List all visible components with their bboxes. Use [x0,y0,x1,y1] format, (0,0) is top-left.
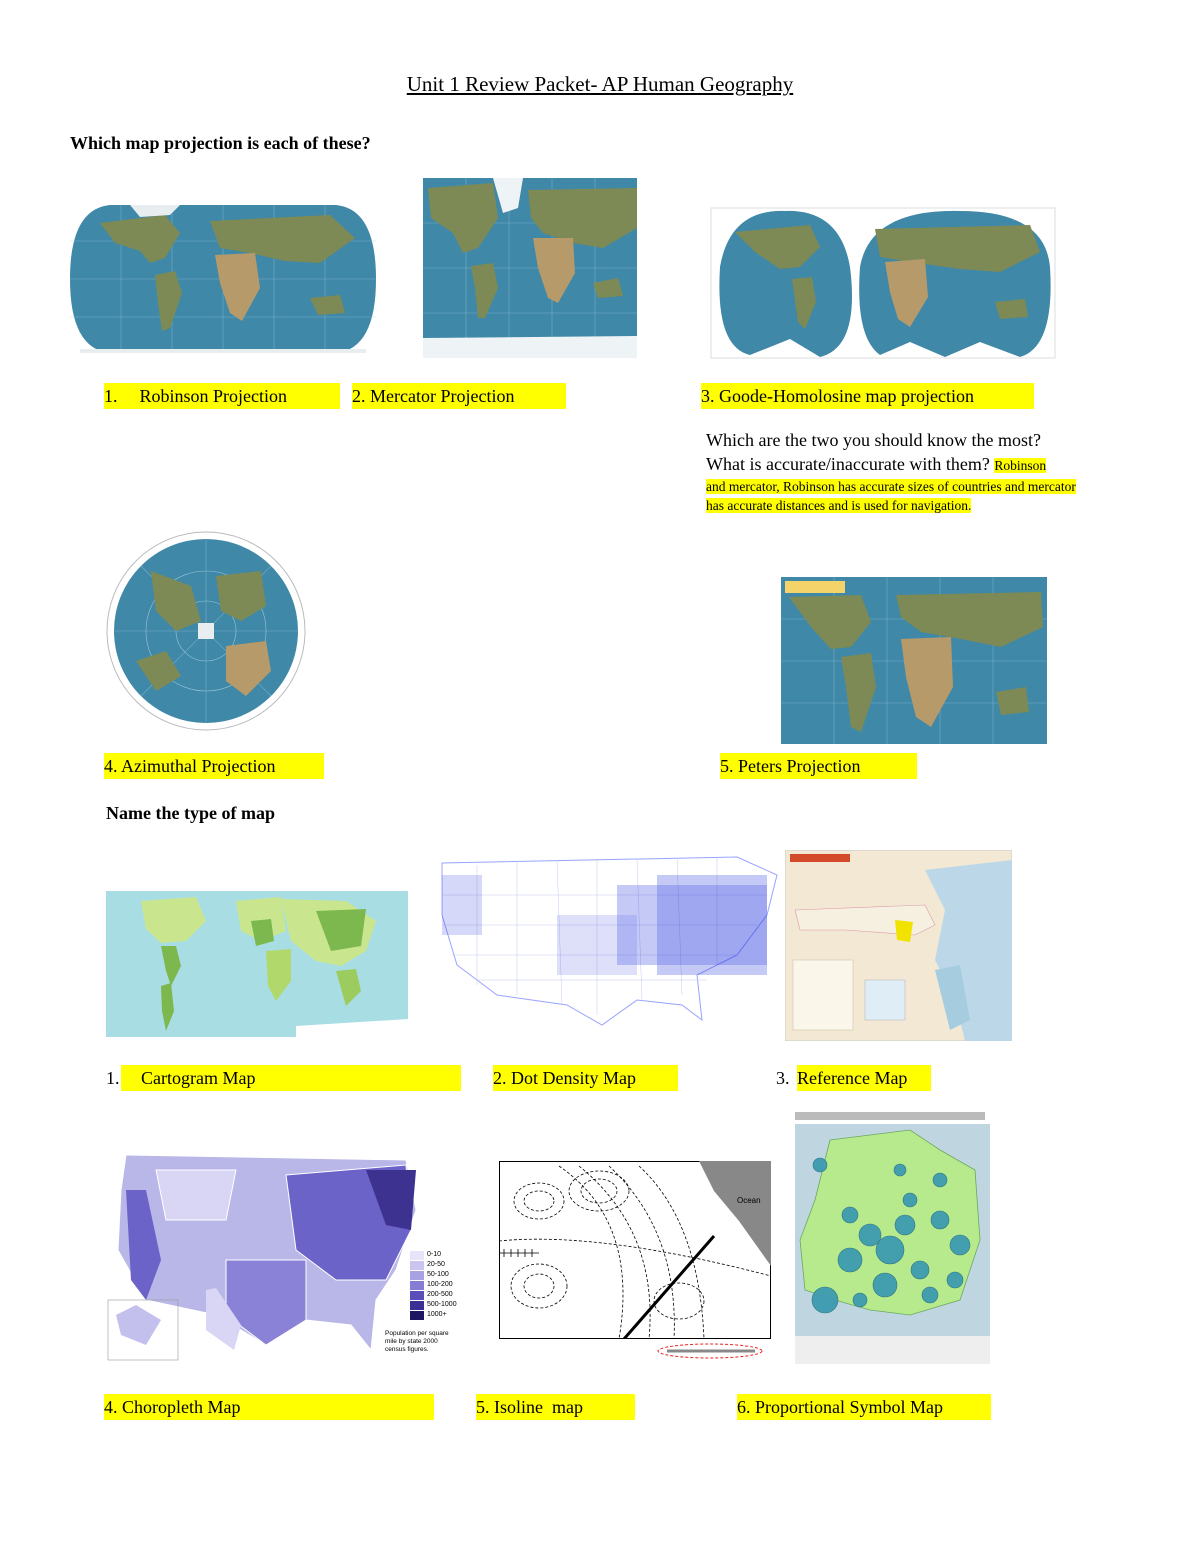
projection-question [706,428,1126,476]
answer-3-text: 3. Goode-Homolosine map projection [701,383,1034,409]
answer-5-text: 5. Peters Projection [720,753,917,779]
answer-inline: Robinson [994,458,1047,473]
legend-item: 500-1000 [410,1300,457,1310]
reference-map-image [785,850,1012,1041]
proportional-symbol-map-image [790,1110,993,1368]
isoline-map-image [499,1161,771,1339]
answer-paragraph-text: and mercator, Robinson has accurate sizes of countries and mercator has accurate distances and is used for navigation. [706,479,1076,513]
choropleth-caption: Population per square mile by state 2000 census figures. [385,1330,449,1353]
goode-homolosine-map-image [710,207,1056,359]
map-answer-5-text: 5. Isoline map [476,1394,635,1420]
legend-item: 100-200 [410,1280,457,1290]
isoline-ocean-label: Ocean [737,1196,761,1205]
isoline-annotation [655,1342,770,1360]
azimuthal-map-image [106,531,306,731]
page-title: Unit 1 Review Packet- AP Human Geography [406,72,794,96]
mercator-map-image [423,178,637,358]
map-answer-1-text: Cartogram Map [121,1065,461,1091]
map-answer-2-text: 2. Dot Density Map [493,1065,678,1091]
question-line-1: Which are the two you should know the most? [706,430,1041,450]
answer-2-text: 2. Mercator Projection [352,383,566,409]
answer-1-box [104,383,340,409]
legend-item: 50-100 [410,1270,457,1280]
map-answer-4-text: 4. Choropleth Map [104,1394,434,1420]
question-line-2: What is accurate/inaccurate with them? Robinson [706,454,1047,474]
map-answer-1-number: 1. [106,1068,120,1088]
robinson-map-image [70,203,376,355]
legend-item: 0-10 [410,1250,457,1260]
map-answer-3-text: Reference Map [797,1065,931,1091]
map-answer-3-number: 3. [776,1068,790,1088]
cartogram-map-image [106,891,408,1037]
answer-1-number: 1. [104,386,118,406]
legend-item: 20-50 [410,1260,457,1270]
projection-question-heading: Which map projection is each of these? [70,133,371,153]
answer-4-text: 4. Azimuthal Projection [104,753,324,779]
map-answer-6-text: 6. Proportional Symbol Map [737,1394,991,1420]
dot-density-map-image [437,855,782,1031]
legend-item: 1000+ [410,1310,457,1320]
choropleth-legend [410,1250,457,1320]
legend-item: 200-500 [410,1290,457,1300]
map-type-heading: Name the type of map [106,803,275,823]
answer-1-text: Robinson Projection [139,386,287,406]
answer-paragraph [706,477,1086,515]
peters-map-image [781,577,1047,744]
